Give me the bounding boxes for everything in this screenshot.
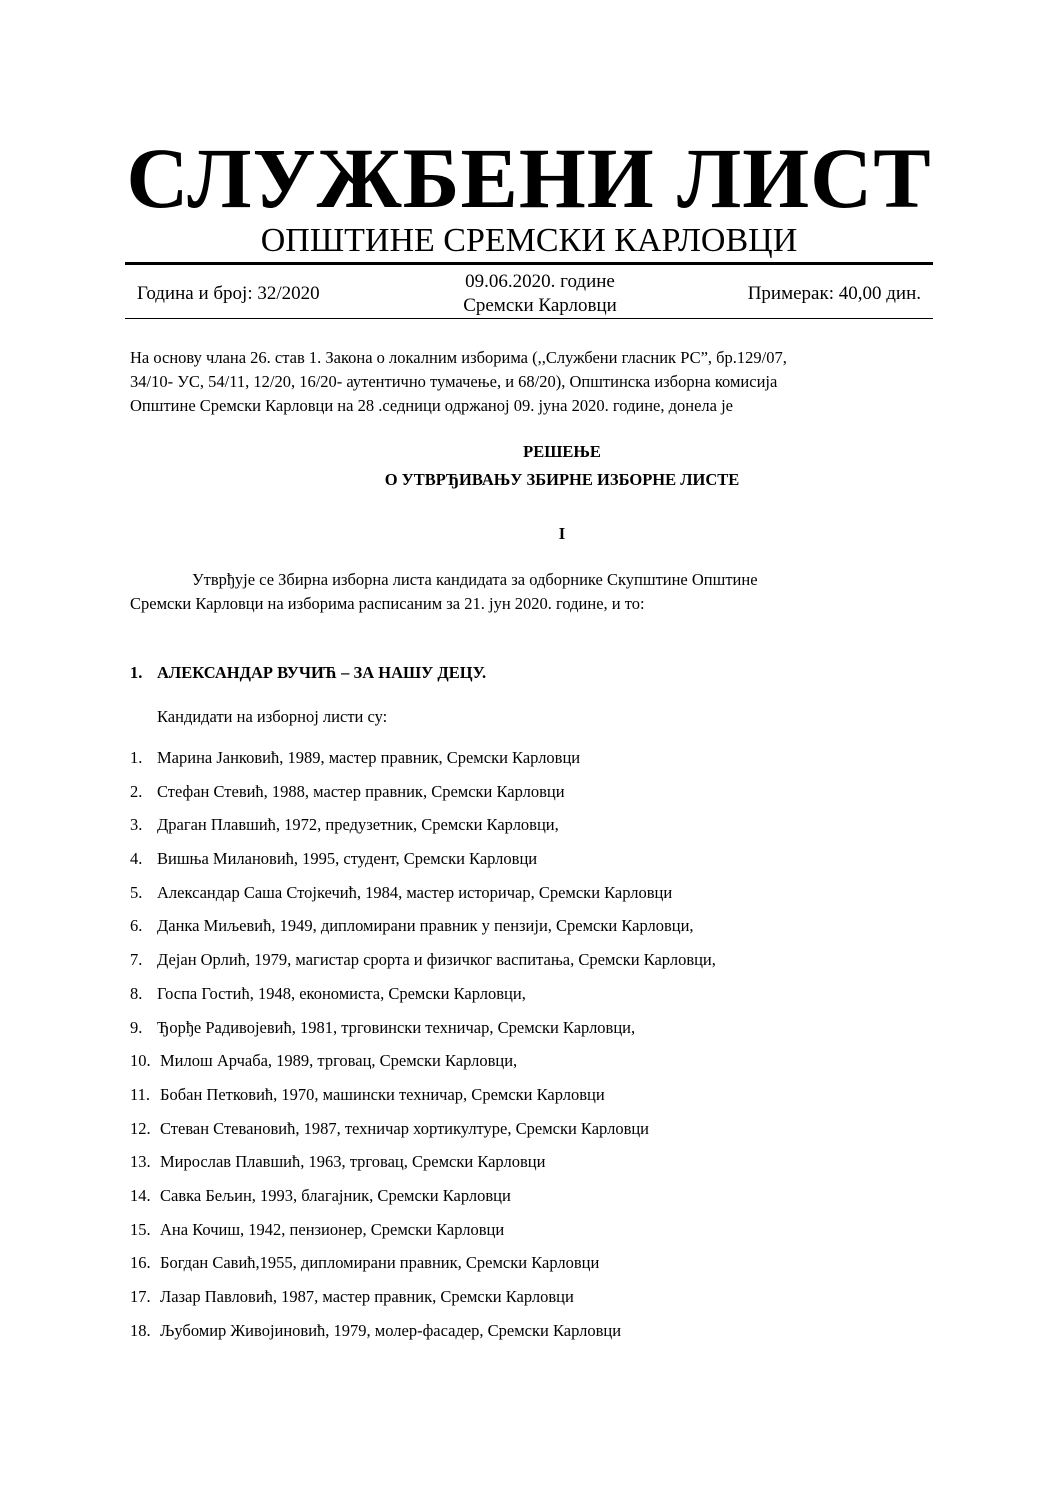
- candidate-item: [130, 1016, 950, 1050]
- candidate-number: 10.: [130, 1051, 151, 1071]
- candidate-text: Данка Миљевић, 1949, дипломирани правник у пензији, Сремски Карловци,: [157, 916, 694, 936]
- candidate-text: Дејан Орлић, 1979, магистар срорта и физичког васпитања, Сремски Карловци,: [157, 950, 716, 970]
- candidate-item: [130, 914, 950, 948]
- issue-price: Примерак: 40,00 дин.: [747, 283, 921, 304]
- candidate-item: [130, 1083, 950, 1117]
- gazette-subtitle: ОПШТИНЕ СРЕМСКИ КАРЛОВЦИ: [260, 222, 798, 259]
- candidate-number: 6.: [130, 916, 143, 936]
- candidate-text: Ана Кочиш, 1942, пензионер, Сремски Карловци: [160, 1219, 505, 1239]
- candidate-item: [130, 1319, 950, 1353]
- candidate-number: 3.: [130, 815, 143, 835]
- candidate-number: 9.: [130, 1017, 143, 1037]
- candidate-text: Стефан Стевић, 1988, мастер правник, Сремски Карловци: [157, 781, 565, 801]
- candidate-item: [130, 948, 950, 982]
- decision-subject: О УТВРЂИВАЊУ ЗБИРНЕ ИЗБОРНЕ ЛИСТЕ: [384, 470, 740, 489]
- candidates-intro: Кандидати на изборној листи су:: [157, 707, 388, 726]
- candidate-item: [130, 1285, 950, 1319]
- candidate-item: [130, 881, 950, 915]
- candidate-text: Мирослав Плавшић, 1963, трговац, Сремски Карловци: [160, 1152, 546, 1172]
- decision-body: [130, 568, 930, 616]
- decision-title: РЕШЕЊЕ: [523, 442, 601, 461]
- candidate-item: [130, 982, 950, 1016]
- electoral-list-name: АЛЕКСАНДАР ВУЧИЋ – ЗА НАШУ ДЕЦУ.: [157, 663, 487, 682]
- candidate-text: Ђорђе Радивојевић, 1981, трговински техничар, Сремски Карловци,: [157, 1017, 636, 1037]
- issue-number: Година и број: 32/2020: [137, 283, 320, 304]
- candidate-item: [130, 1049, 950, 1083]
- candidate-text: Госпа Гостић, 1948, економиста, Сремски Карловци,: [157, 983, 526, 1003]
- candidate-text: Стеван Стевановић, 1987, техничар хортикултуре, Сремски Карловци: [160, 1118, 650, 1138]
- candidate-item: [130, 1184, 950, 1218]
- candidate-number: 7.: [130, 950, 143, 970]
- candidate-item: [130, 1150, 950, 1184]
- candidate-number: 12.: [130, 1118, 151, 1138]
- candidate-number: 8.: [130, 983, 143, 1003]
- masthead-rule-top: [125, 262, 933, 265]
- gazette-title: СЛУЖБЕНИ ЛИСТ: [126, 130, 932, 226]
- candidate-text: Богдан Савић,1955, дипломирани правник, Сремски Карловци: [160, 1253, 600, 1273]
- candidate-text: Бобан Петковић, 1970, машински техничар, Сремски Карловци: [160, 1084, 605, 1104]
- candidate-text: Милош Арчаба, 1989, трговац, Сремски Карловци,: [160, 1051, 518, 1071]
- preamble-line: Општине Сремски Карловци на 28 .седници одржаној 09. јуна 2020. године, донела је: [130, 396, 733, 415]
- issue-place: Сремски Карловци: [463, 295, 617, 316]
- candidate-text: Марина Јанковић, 1989, мастер правник, Сремски Карловци: [157, 748, 581, 767]
- candidate-text: Љубомир Живојиновић, 1979, молер-фасадер, Сремски Карловци: [160, 1320, 622, 1340]
- candidate-item: [130, 813, 950, 847]
- electoral-list-number: 1.: [130, 663, 143, 682]
- preamble-paragraph: [130, 346, 930, 418]
- candidate-number: 1.: [130, 748, 143, 767]
- issue-date: 09.06.2020. године: [465, 271, 615, 292]
- candidate-list: [130, 746, 950, 1352]
- issue-info-bar: [125, 268, 933, 316]
- candidate-number: 17.: [130, 1287, 151, 1306]
- masthead-rule-bottom: [125, 318, 933, 319]
- candidate-item: [130, 1251, 950, 1285]
- candidate-item: [130, 746, 950, 780]
- candidate-item: [130, 1218, 950, 1252]
- candidate-text: Александар Саша Стојкечић, 1984, мастер историчар, Сремски Карловци: [157, 882, 673, 902]
- decision-body-line: Утврђује се Збирна изборна листа кандидата за одборнике Скупштине Општине: [192, 570, 758, 589]
- candidate-item: [130, 847, 950, 881]
- candidate-number: 16.: [130, 1253, 151, 1273]
- candidate-text: Драган Плавшић, 1972, предузетник, Сремски Карловци,: [157, 815, 559, 835]
- candidate-text: Савка Бељин, 1993, благајник, Сремски Карловци: [160, 1185, 511, 1205]
- issue-date-place: [435, 270, 645, 318]
- decision-body-line: Сремски Карловци на изборима расписаним за 21. јун 2020. године, и то:: [130, 594, 645, 613]
- candidate-number: 2.: [130, 781, 143, 801]
- candidate-number: 5.: [130, 882, 143, 902]
- candidate-number: 4.: [130, 849, 143, 869]
- candidate-number: 13.: [130, 1152, 151, 1172]
- candidate-number: 11.: [130, 1084, 151, 1104]
- candidate-number: 15.: [130, 1219, 151, 1239]
- candidate-item: [130, 780, 950, 814]
- preamble-line: На основу члана 26. став 1. Закона о локалним изборима (,,Службени гласник РС”, бр.129/07,: [130, 348, 787, 367]
- candidate-text: Лазар Павловић, 1987, мастер правник, Сремски Карловци: [160, 1287, 574, 1306]
- candidate-number: 18.: [130, 1320, 151, 1340]
- candidate-text: Вишња Милановић, 1995, студент, Сремски Карловци: [157, 849, 538, 869]
- electoral-list-heading: [130, 661, 486, 685]
- section-number: I: [558, 524, 566, 543]
- preamble-line: 34/10- УС, 54/11, 12/20, 16/20- аутентично тумачење, и 68/20), Општинска изборна комисија: [130, 372, 778, 391]
- candidate-item: [130, 1117, 950, 1151]
- candidate-number: 14.: [130, 1185, 151, 1205]
